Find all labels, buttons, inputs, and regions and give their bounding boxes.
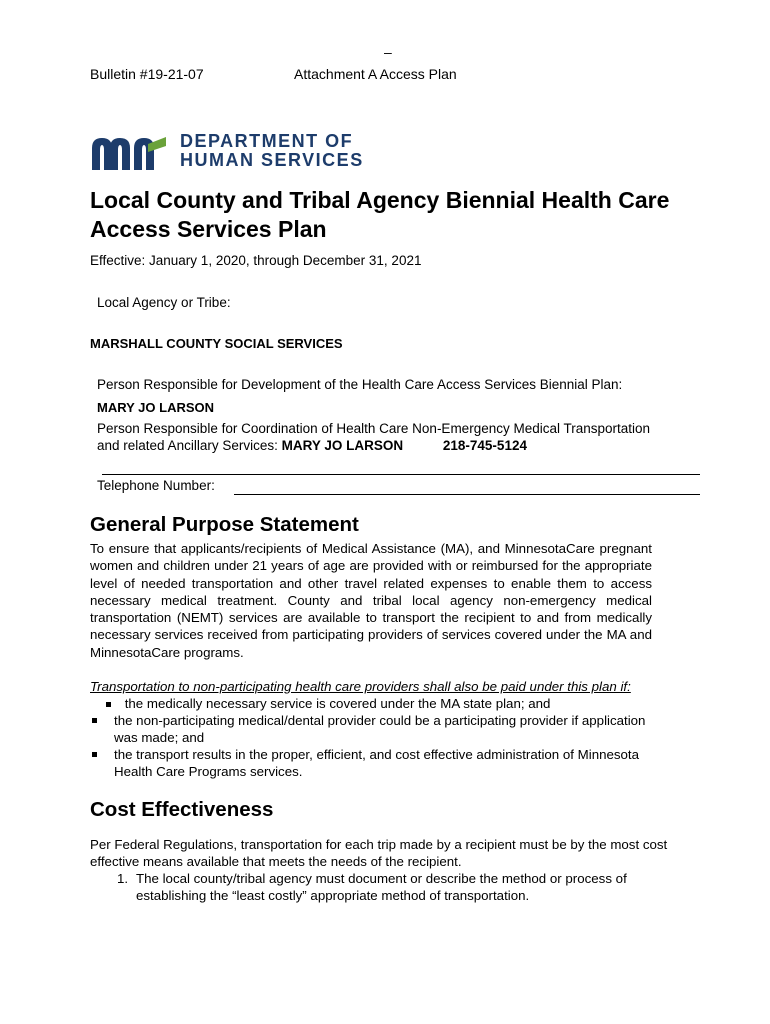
development-label: Person Responsible for Development of the Health Care Access Services Biennial Plan: <box>97 377 623 392</box>
numbered-item <box>117 870 657 905</box>
bullet-square-icon <box>106 702 111 707</box>
coordination-line-2 <box>97 438 527 453</box>
department-line-2: HUMAN SERVICES <box>180 150 364 170</box>
effective-dates: Effective: January 1, 2020, through December 31, 2021 <box>90 253 422 268</box>
general-purpose-heading: General Purpose Statement <box>90 513 359 536</box>
department-line-1: DEPARTMENT OF <box>180 131 354 151</box>
telephone-label: Telephone Number: <box>97 478 215 493</box>
bullet-text: the non-participating medical/dental provider could be a participating provider if application was made; and <box>114 713 646 746</box>
bullet-square-icon <box>92 752 97 757</box>
development-person: MARY JO LARSON <box>97 400 215 415</box>
item-text: The local county/tribal agency must document or describe the method or process of establishing the “least costly” appropriate method of transportation. <box>136 871 627 904</box>
coordination-person: MARY JO LARSON <box>281 438 404 453</box>
bullet-square-icon <box>92 718 97 723</box>
item-number: 1. <box>117 871 129 886</box>
attachment-label: Attachment A Access Plan <box>294 66 457 82</box>
general-purpose-body: To ensure that applicants/recipients of Medical Assistance (MA), and MinnesotaCare pregnant women and children under 21 years of age are provided with or reimbursed for the appropriate level of needed transportation and other travel related expenses to enable them to access necessary medical treatment. County and tribal local agency non-emergency medical transportation (NEMT) services are available to transport the recipient to and from medically necessary services received from participating providers of services covered under the MA and MinnesotaCare programs. <box>90 541 652 660</box>
cost-effectiveness-heading: Cost Effectiveness <box>90 798 274 821</box>
cost-effectiveness-body: Per Federal Regulations, transportation for each trip made by a recipient must be by the most cost effective means available that meets the needs of the recipient. <box>90 837 668 870</box>
coordination-label-1: Person Responsible for Coordination of Health Care Non-Emergency Medical Transportation <box>97 421 651 436</box>
bullet-item <box>106 695 550 712</box>
bulletin-number: Bulletin #19-21-07 <box>90 66 204 82</box>
bullet-text: the transport results in the proper, efficient, and cost effective administration of Minnesota Health Care Programs services. <box>114 747 640 780</box>
telephone-field[interactable] <box>234 494 700 495</box>
non-participating-lead: Transportation to non-participating health care providers shall also be paid under this plan if: <box>90 679 631 694</box>
agency-label: Local Agency or Tribe: <box>97 295 231 310</box>
agency-name: MARSHALL COUNTY SOCIAL SERVICES <box>90 336 343 351</box>
bullet-item <box>92 712 662 747</box>
coordination-label-2: and related Ancillary Services: <box>97 438 278 453</box>
bullet-text: the medically necessary service is covered under the MA state plan; and <box>124 696 551 711</box>
bullet-item <box>92 746 662 781</box>
top-dash: – <box>384 44 392 60</box>
coordination-phone: 218-745-5124 <box>442 438 527 453</box>
document-title: Local County and Tribal Agency Biennial Health Care Access Services Plan <box>90 187 670 242</box>
department-name <box>180 132 364 170</box>
blank-line <box>102 474 700 475</box>
